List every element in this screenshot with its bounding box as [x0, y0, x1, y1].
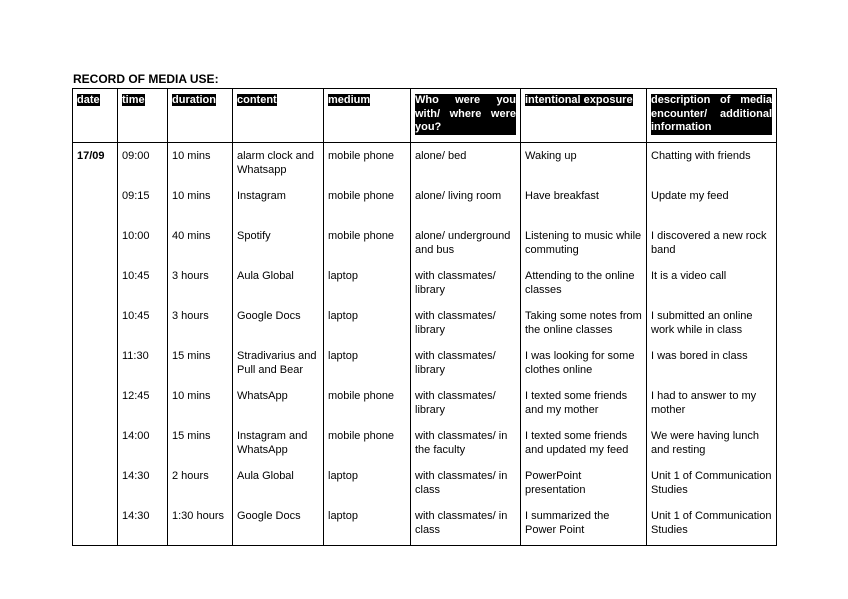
header-who: Who were you with/ where were you?	[411, 89, 521, 143]
cell-time: 09:00	[118, 143, 168, 186]
cell-intentional: Listening to music while commuting	[521, 225, 647, 265]
cell-intentional: I was looking for some clothes online	[521, 345, 647, 385]
cell-date	[73, 185, 118, 225]
cell-duration: 10 mins	[168, 385, 233, 425]
cell-content: Spotify	[233, 225, 324, 265]
cell-who: with classmates/ in the faculty	[411, 425, 521, 465]
cell-who: alone/ underground and bus	[411, 225, 521, 265]
page-title: RECORD OF MEDIA USE:	[73, 72, 219, 86]
header-content: content	[233, 89, 324, 143]
table-row	[73, 225, 777, 265]
cell-medium: mobile phone	[324, 425, 411, 465]
cell-duration: 10 mins	[168, 185, 233, 225]
cell-who: alone/ bed	[411, 143, 521, 186]
cell-date	[73, 225, 118, 265]
cell-content: Aula Global	[233, 465, 324, 505]
cell-content: Instagram	[233, 185, 324, 225]
cell-intentional: Attending to the online classes	[521, 265, 647, 305]
cell-duration: 15 mins	[168, 345, 233, 385]
cell-duration: 10 mins	[168, 143, 233, 186]
cell-content: Instagram and WhatsApp	[233, 425, 324, 465]
cell-date	[73, 505, 118, 546]
header-description: description of media encounter/ additional information	[647, 89, 777, 143]
cell-medium: laptop	[324, 345, 411, 385]
cell-duration: 15 mins	[168, 425, 233, 465]
table-row	[73, 185, 777, 225]
cell-duration: 3 hours	[168, 265, 233, 305]
cell-description: Chatting with friends	[647, 143, 777, 186]
cell-time: 11:30	[118, 345, 168, 385]
cell-description: I had to answer to my mother	[647, 385, 777, 425]
cell-date	[73, 305, 118, 345]
cell-date	[73, 345, 118, 385]
cell-description: It is a video call	[647, 265, 777, 305]
cell-who: with classmates/ library	[411, 305, 521, 345]
cell-medium: mobile phone	[324, 385, 411, 425]
cell-who: with classmates/ in class	[411, 505, 521, 546]
table-body	[73, 143, 777, 546]
cell-medium: mobile phone	[324, 143, 411, 186]
cell-date	[73, 465, 118, 505]
cell-time: 12:45	[118, 385, 168, 425]
table-row	[73, 143, 777, 186]
cell-content: Stradivarius and Pull and Bear	[233, 345, 324, 385]
table-row	[73, 465, 777, 505]
cell-description: I was bored in class	[647, 345, 777, 385]
cell-time: 10:45	[118, 305, 168, 345]
cell-content: Aula Global	[233, 265, 324, 305]
cell-who: with classmates/ library	[411, 265, 521, 305]
cell-medium: laptop	[324, 465, 411, 505]
cell-medium: laptop	[324, 265, 411, 305]
cell-intentional: I texted some friends and my mother	[521, 385, 647, 425]
cell-time: 09:15	[118, 185, 168, 225]
header-duration: duration	[168, 89, 233, 143]
cell-medium: mobile phone	[324, 225, 411, 265]
cell-duration: 40 mins	[168, 225, 233, 265]
table-row	[73, 345, 777, 385]
media-use-table	[72, 88, 777, 546]
cell-intentional: Have breakfast	[521, 185, 647, 225]
cell-medium: mobile phone	[324, 185, 411, 225]
cell-time: 10:00	[118, 225, 168, 265]
header-row	[73, 89, 777, 143]
table-row	[73, 505, 777, 546]
cell-content: Google Docs	[233, 305, 324, 345]
cell-duration: 1:30 hours	[168, 505, 233, 546]
cell-who: with classmates/ library	[411, 385, 521, 425]
cell-intentional: I summarized the Power Point	[521, 505, 647, 546]
cell-description: We were having lunch and resting	[647, 425, 777, 465]
table-row	[73, 385, 777, 425]
cell-date	[73, 425, 118, 465]
cell-content: WhatsApp	[233, 385, 324, 425]
cell-date	[73, 385, 118, 425]
table-row	[73, 425, 777, 465]
cell-description: Unit 1 of Communication Studies	[647, 505, 777, 546]
cell-intentional: PowerPoint presentation	[521, 465, 647, 505]
cell-intentional: Taking some notes from the online classes	[521, 305, 647, 345]
header-intentional-exposure: intentional exposure	[521, 89, 647, 143]
cell-description: I submitted an online work while in class	[647, 305, 777, 345]
cell-who: with classmates/ library	[411, 345, 521, 385]
cell-date: 17/09	[73, 143, 118, 186]
cell-description: Update my feed	[647, 185, 777, 225]
cell-medium: laptop	[324, 505, 411, 546]
cell-duration: 3 hours	[168, 305, 233, 345]
table-row	[73, 305, 777, 345]
cell-intentional: I texted some friends and updated my feed	[521, 425, 647, 465]
cell-who: alone/ living room	[411, 185, 521, 225]
cell-intentional: Waking up	[521, 143, 647, 186]
cell-content: alarm clock and Whatsapp	[233, 143, 324, 186]
cell-duration: 2 hours	[168, 465, 233, 505]
cell-time: 10:45	[118, 265, 168, 305]
cell-medium: laptop	[324, 305, 411, 345]
cell-time: 14:30	[118, 465, 168, 505]
cell-time: 14:00	[118, 425, 168, 465]
header-medium: medium	[324, 89, 411, 143]
cell-content: Google Docs	[233, 505, 324, 546]
cell-who: with classmates/ in class	[411, 465, 521, 505]
header-time: time	[118, 89, 168, 143]
table-row	[73, 265, 777, 305]
cell-description: Unit 1 of Communication Studies	[647, 465, 777, 505]
cell-description: I discovered a new rock band	[647, 225, 777, 265]
cell-date	[73, 265, 118, 305]
cell-time: 14:30	[118, 505, 168, 546]
header-date: date	[73, 89, 118, 143]
